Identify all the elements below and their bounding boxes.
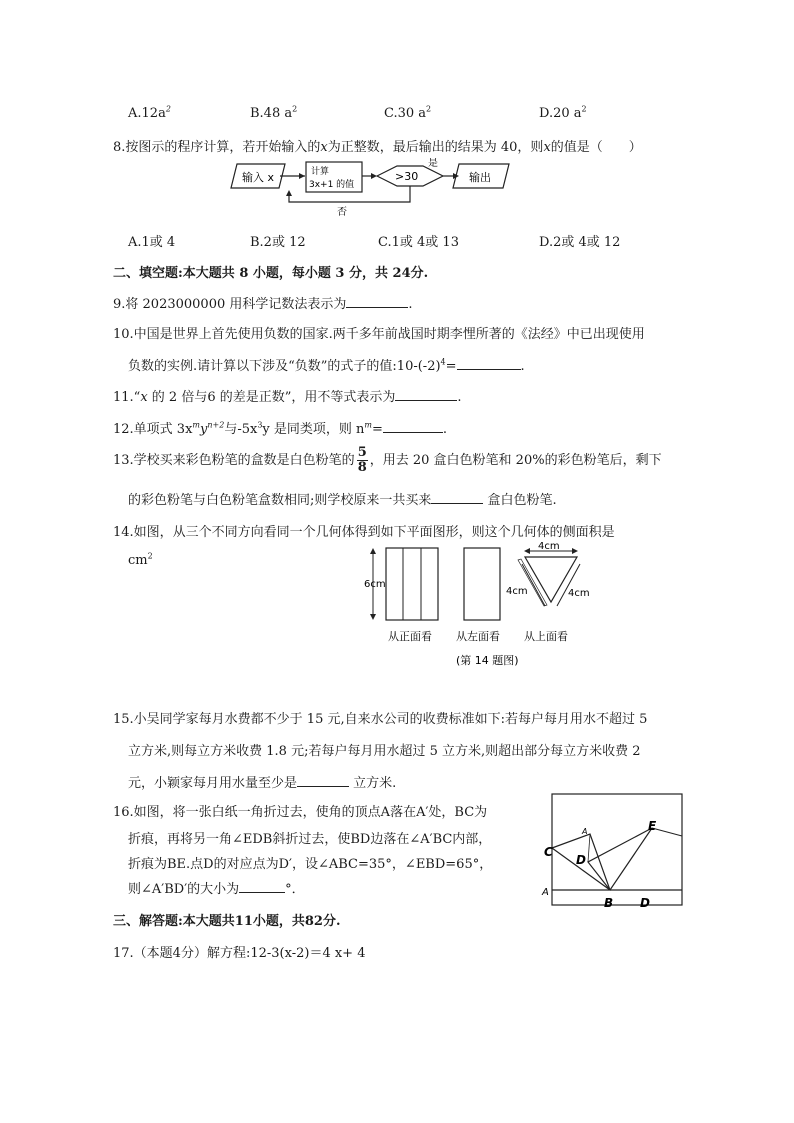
q14-caption: (第 14 题图) xyxy=(456,654,519,667)
q15-line2: 立方米,则每立方米收费 1.8 元;若每户每月用水超过 5 立方米,则超出部分每立方米收费 2 xyxy=(128,744,641,759)
q16-label-D-prime: D xyxy=(576,853,586,867)
q8-option-d: D.2或 4或 12 xyxy=(539,235,621,250)
q11-answer-blank[interactable] xyxy=(395,388,457,401)
q8-option-c: C.1或 4或 13 xyxy=(378,235,459,250)
q10-line2: 负数的实例.请计算以下涉及“负数”的式子的值$:10-(-2)^4=$ . xyxy=(128,357,525,374)
q16-line2: 折痕，再将另一角∠EDB斜折过去，使BD边落在∠A′BC内部， xyxy=(128,832,492,847)
q14-line1: 14.如图，从三个不同方向看同一个几何体得到如下平面图形，则这个几何体的侧面积是 xyxy=(113,525,615,540)
flow-calc-label-2: 3x+1 的值 xyxy=(309,180,355,190)
q14-top-width-label: 4cm xyxy=(538,541,560,552)
flow-output-label: 输出 xyxy=(469,171,491,184)
flow-calc-label-1: 计算 xyxy=(311,167,330,177)
q17: 17.（本题4分）解方程:12-3(x-2)＝4 x+ 4 xyxy=(113,946,366,961)
q15-line3: 元，小颖家每月用水量至少是 立方米. xyxy=(128,776,397,791)
q12-answer-blank[interactable] xyxy=(383,420,443,433)
q14-left-label: 从左面看 xyxy=(456,630,500,643)
q8-flowchart xyxy=(225,158,525,218)
q13-answer-blank[interactable] xyxy=(431,491,483,504)
q9: 9.将 2023000000 用科学记数法表示为 . xyxy=(113,297,413,312)
flow-no-label: 否 xyxy=(337,207,347,218)
q11: 11.“x 的 2 倍与6 的差是正数”，用不等式表示为 . xyxy=(113,390,462,405)
q16-label-D: D xyxy=(640,896,650,910)
q13-fraction: $\frac{5}{8}$ xyxy=(357,445,367,475)
flow-yes-label: 是 xyxy=(428,158,438,169)
q14-front-label: 从正面看 xyxy=(388,630,432,643)
q12: 12.单项式 $3x^my^{n+2}$与$-5x^3y$ 是同类项，则 $n^m=$ . xyxy=(113,420,448,437)
flow-input-label: 输入 x xyxy=(242,171,275,184)
q15-line1: 15.小吴同学家每月水费都不少于 15 元,自来水公司的收费标准如下:若每户每月用水不超过 5 xyxy=(113,712,648,727)
q8-option-b: B.2或 12 xyxy=(250,235,306,250)
q16-line3: 折痕为BE.点D的对应点为D′，设∠ABC=35°，∠EBD=65°， xyxy=(128,857,493,872)
q15-answer-blank[interactable] xyxy=(297,774,349,787)
q14-unit: $cm^2$ xyxy=(128,551,153,568)
q13-line2: 的彩色粉笔与白色粉笔盒数相同;则学校原来一共买来 盒白色粉笔. xyxy=(128,493,557,508)
q16-label-C: C xyxy=(544,845,553,859)
q13-line1: 13.学校买来彩色粉笔的盒数是白色粉笔的 $\frac{5}{8}$ ，用去 20 盒白色粉笔和 20%的彩色粉笔后，剩下 xyxy=(113,445,662,475)
q10-line1: 10.中国是世界上首先使用负数的国家.两千多年前战国时期李悝所著的《法经》中已出现使用 xyxy=(113,327,645,342)
q14-height-label: 6cm xyxy=(364,579,386,590)
q14-figure xyxy=(362,540,620,672)
q7-option-b: B.48 $a^2$ xyxy=(250,104,298,121)
q16-label-A: A xyxy=(542,887,549,898)
q8-stem: 8.按图示的程序计算，若开始输入的x为正整数，最后输出的结果为 40，则x的值是（ ） xyxy=(113,140,642,155)
q14-front-view xyxy=(386,548,438,620)
q16-line4: 则∠A′BD′的大小为 °． xyxy=(128,882,305,897)
q9-answer-blank[interactable] xyxy=(346,295,408,308)
q16-label-B: B xyxy=(604,896,614,910)
flow-condition-label: >30 xyxy=(395,170,419,183)
q7-option-c: C.30 $a^2$ xyxy=(384,104,432,121)
q16-label-E: E xyxy=(648,819,657,833)
q8-option-a: A.1或 4 xyxy=(128,235,176,250)
q16-line1: 16.如图，将一张白纸一角折过去，使角的顶点A落在A′处，BC为 xyxy=(113,805,488,820)
q14-top-label: 从上面看 xyxy=(524,630,568,643)
q7-option-d: D.20 $a^2$ xyxy=(539,104,587,121)
q16-figure xyxy=(536,786,702,914)
q14-side-right-label: 4cm xyxy=(568,588,590,599)
section3-heading: 三、解答题:本大题共11小题，共82分. xyxy=(113,914,341,929)
q16-label-A-prime: A xyxy=(582,827,588,836)
q16-answer-blank[interactable] xyxy=(239,880,285,893)
section2-heading: 二、填空题:本大题共 8 小题，每小题 3 分，共 24分. xyxy=(113,266,429,281)
q10-answer-blank[interactable] xyxy=(457,357,521,370)
q7-option-a: $A.12a^2$ xyxy=(128,104,171,121)
q14-side-left-label: 4cm xyxy=(506,586,528,597)
q14-left-view xyxy=(464,548,500,620)
